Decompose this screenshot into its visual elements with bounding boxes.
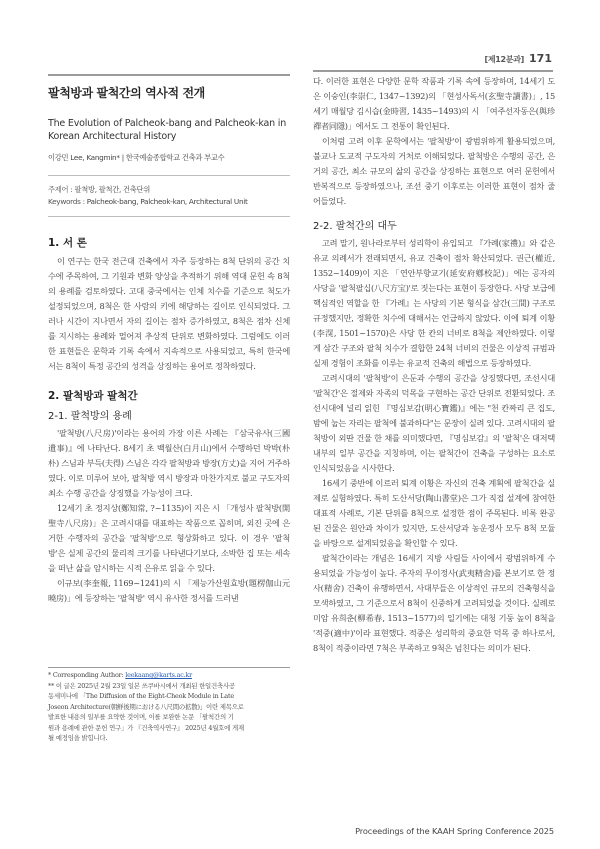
left-column <box>48 74 290 606</box>
section-2-1-paragraph-3: 이규보(李奎報, 1169~1241)의 시 「제능가산원효방(題楞伽山元曉房)」에 등장하는 '팔척방' 역시 유사한 정서를 드러낸 <box>48 578 290 603</box>
section-1-paragraph: 이 연구는 한국 전근대 건축에서 자주 등장하는 8척 단위의 공간 치수에 주목하여, 그 기원과 변화 양상을 추적하기 위해 역대 문헌 속 8척의 용례를 검토하였다. 고대 중국에서는 인체 치수를 기준으로 척도가 설정되었으며, 8척은 한 사람의 키에 해당하는 길이로 인식되었다. 그러나 시간이 지나면서 자의 길이는 점차 증가하였고, 8척은 점차 신체를 지시하는 용례와 멀어져 추상적 단위로 변화하였다. 그럼에도 이러한 표현들은 문학과 기록 속에서 지속적으로 사용되었고, 특히 한국에서는 8척이 특정 공간의 성격을 상징하는 용어로 정착하였다. <box>48 256 290 371</box>
footnote-corresponding-label: * Corresponding Author: <box>48 671 124 679</box>
author-line: 이강민 Lee, Kangmin* | 한국예술종합학교 건축과 부교수 <box>48 153 225 162</box>
section-2-2-paragraph-4: 팔척간이라는 개념은 16세기 지방 사림들 사이에서 광범위하게 수용되었을 가능성이 높다. 주자의 무이정사(武夷精舍)를 본보기로 한 정사(精舍) 건축이 유행하면서, 사대부들은 이상적인 규모의 건축형식을 모색하였고, 그 기준으로서 8척이 신중하게 고려되었을 것이다. 실례로 미암 유희춘(柳希春, 1513~1577)의 일기에는 대청 기둥 높이 8척을 '적중(適中)'이라 표현했다. 적중은 성리학의 중요한 덕목 중 하나로서, 8척이 적중이라면 7척은 부족하고 9척은 넘친다는 의미가 된다. <box>313 553 555 653</box>
keywords-english <box>48 196 290 208</box>
title-rule <box>48 74 290 76</box>
section-2-2-paragraph-2: 고려시대의 '팔척방'이 은둔과 수행의 공간을 상징했다면, 조선시대 '팔척간'은 절제와 자족의 덕목을 구현하는 공간 단위로 전환되었다. 조선시대에 널리 읽힌 『명심보감(明心寶鑑)』에는 "천 칸짜리 큰 집도, 밤에 눕는 자리는 팔척에 불과하다"는 문장이 실려 있다. 고려시대의 팔척방이 외딴 건물 한 채를 의미했다면, 『명심보감』의 '팔척'은 대저택 내부의 일부 공간을 지칭하며, 이는 팔척간이 건축을 구성하는 요소로 인식되었음을 시사한다. <box>313 373 555 473</box>
footnote-line: 원과 용례에 관한 문헌 연구」가 『건축역사연구』 2025년 4월호에 게재 <box>48 723 244 732</box>
keywords-korean-label: 주제어 : <box>48 185 75 194</box>
footnote-line: 발표한 내용의 일부를 요약한 것이며, 이를 보완한 논문 「팔척간의 기 <box>48 713 234 721</box>
footer-proceedings: Proceedings of the KAAH Spring Conference 2025 <box>355 826 554 836</box>
right-column <box>313 74 555 656</box>
author-email-link[interactable]: leekaang@karts.ac.kr <box>125 671 192 679</box>
section-2-1-paragraph-2: 12세기 초 정지상(鄭知常, ?~1135)이 지은 시 「개성사 팔척방(開聖寺八尺房)」은 고려시대를 대표하는 작품으로 꼽히며, 외진 곳에 은거한 수행자의 공간을 '팔척방'으로 형상화하고 있다. 이 경우 '팔척방'은 실제 공간의 물리적 크기를 나타낸다기보다, 소박한 집 또는 세속을 떠난 삶을 암시하는 시적 은유로 읽을 수 있다. <box>48 503 290 573</box>
section-2-heading: 2. 팔척방과 팔척간 <box>48 390 138 402</box>
page-number: 171 <box>529 52 552 65</box>
footnote-line: 될 예정임을 밝힙니다. <box>48 734 108 742</box>
keywords-english-label: Keywords : <box>48 197 87 206</box>
section-2-1-paragraph-4: 이처럼 고려 이후 문학에서는 '팔척방'이 광범위하게 활용되었으며, 불교나 도교적 구도자의 거처로 이해되었다. 팔척방은 수행의 공간, 은거의 공간, 최소 규모의 삶의 공간을 상징하는 표현으로 여러 문헌에서 반복적으로 등장하였으나, 조선 중기 이후로는 이러한 표현이 점차 줄어들었다. <box>313 136 555 206</box>
header-rule <box>313 70 553 72</box>
page-header <box>482 52 552 68</box>
section-2-2-paragraph-1: 고려 말기, 원나라로부터 성리학이 유입되고 『가례(家禮)』와 같은 유교 의례서가 전래되면서, 유교 건축이 점차 확산되었다. 권근(權近, 1352~1409)이 지은 「연안부향교기(延安府鄕校記)」에는 공자의 사당을 '팔척팔십(八尺方宝)'로 짓는다는 표현이 등장한다. 사당 보급에 핵심적인 역할을 한 『가례』는 사당의 기본 형식을 삼간(三間) 구조로 규정했지만, 정확한 치수에 대해서는 언급하지 않았다. 이에 퇴계 이황(李滉, 1501~1570)은 사당 한 칸의 너비로 8척을 제안하였다. 이렇게 삼간 구조와 팔척 치수가 결합한 24척 너비의 건물은 이상적 규범과 실제 경험이 조화를 이루는 유교적 건축의 해법으로 등장하였다. <box>313 238 555 368</box>
section-2-1-paragraph-1: '팔척방(八尺房)'이라는 용어의 가장 이른 사례는 『삼국유사(三國遺事)』에 나타난다. 8세기 초 백월산(白月山)에서 수행하던 박박(朴朴) 스님과 부득(夫得) 스님은 각각 팔척방과 방장(方丈)을 지어 거주하였다. 이로 미루어 보아, 팔척방 역시 방장과 마찬가지로 불교 구도자의 최소 수행 공간을 상징했을 가능성이 크다. <box>48 428 290 498</box>
section-2-2-paragraph-3: 16세기 중반에 이르러 퇴계 이황은 자신의 건축 계획에 팔척간을 실제로 실험하였다. 특히 도산서당(陶山書堂)은 그가 직접 설계에 참여한 대표적 사례로, 기본 단위를 8척으로 설정한 점이 주목된다. 비록 완공된 건물은 원안과 차이가 있지만, 도산서당과 농운정사 모두 8척 모듈을 바탕으로 설계되었음을 확인할 수 있다. <box>313 478 555 548</box>
section-2-2-heading: 2-2. 팔척간의 대두 <box>313 221 397 232</box>
footnote <box>48 667 290 744</box>
title-english: The Evolution of Palcheok-bang and Palcheok-kan in Korean Architectural History <box>48 118 287 142</box>
section-2-1-heading: 2-1. 팔척방의 용례 <box>48 411 132 422</box>
footnote-corresponding <box>48 670 290 681</box>
keywords-korean-value: 팔척방, 팔척간, 건축단위 <box>74 185 151 194</box>
section-1-heading: 1. 서 론 <box>48 237 87 249</box>
section-tag: [제12분과] <box>484 55 525 64</box>
keywords-english-value: Palcheok-bang, Palcheok-kan, Architectural Unit <box>86 197 248 206</box>
title-korean: 팔척방과 팔척간의 역사적 전개 <box>48 86 205 100</box>
keyword-rule-bottom <box>48 216 290 217</box>
footnote-line: ** 이 글은 2025년 2월 23일 일본 쓰쿠바시에서 개최된 한일건축사공 <box>48 681 235 690</box>
keyword-rule <box>48 175 290 176</box>
footnote-line: 동세미나에 「The Diffusion of the Eight-Cheok Module in Late <box>48 692 234 700</box>
footnote-line: Joseon Architecture(朝鮮後期における八尺間の拡散)」이란 제목으로 <box>48 702 244 711</box>
continued-paragraph: 다. 이러한 표현은 다양한 문학 작품과 기록 속에 등장하며, 14세기 도은 이숭인(李崇仁, 1347~1392)의 「현성사독서(玄聖寺讀書)」, 15세기 매월당 김시습(金時習, 1435~1493)의 시 「여주선자동은(與珍禪者同隱)」에서도 그 전통이 확인된다. <box>313 76 555 131</box>
keywords-korean <box>48 184 290 196</box>
